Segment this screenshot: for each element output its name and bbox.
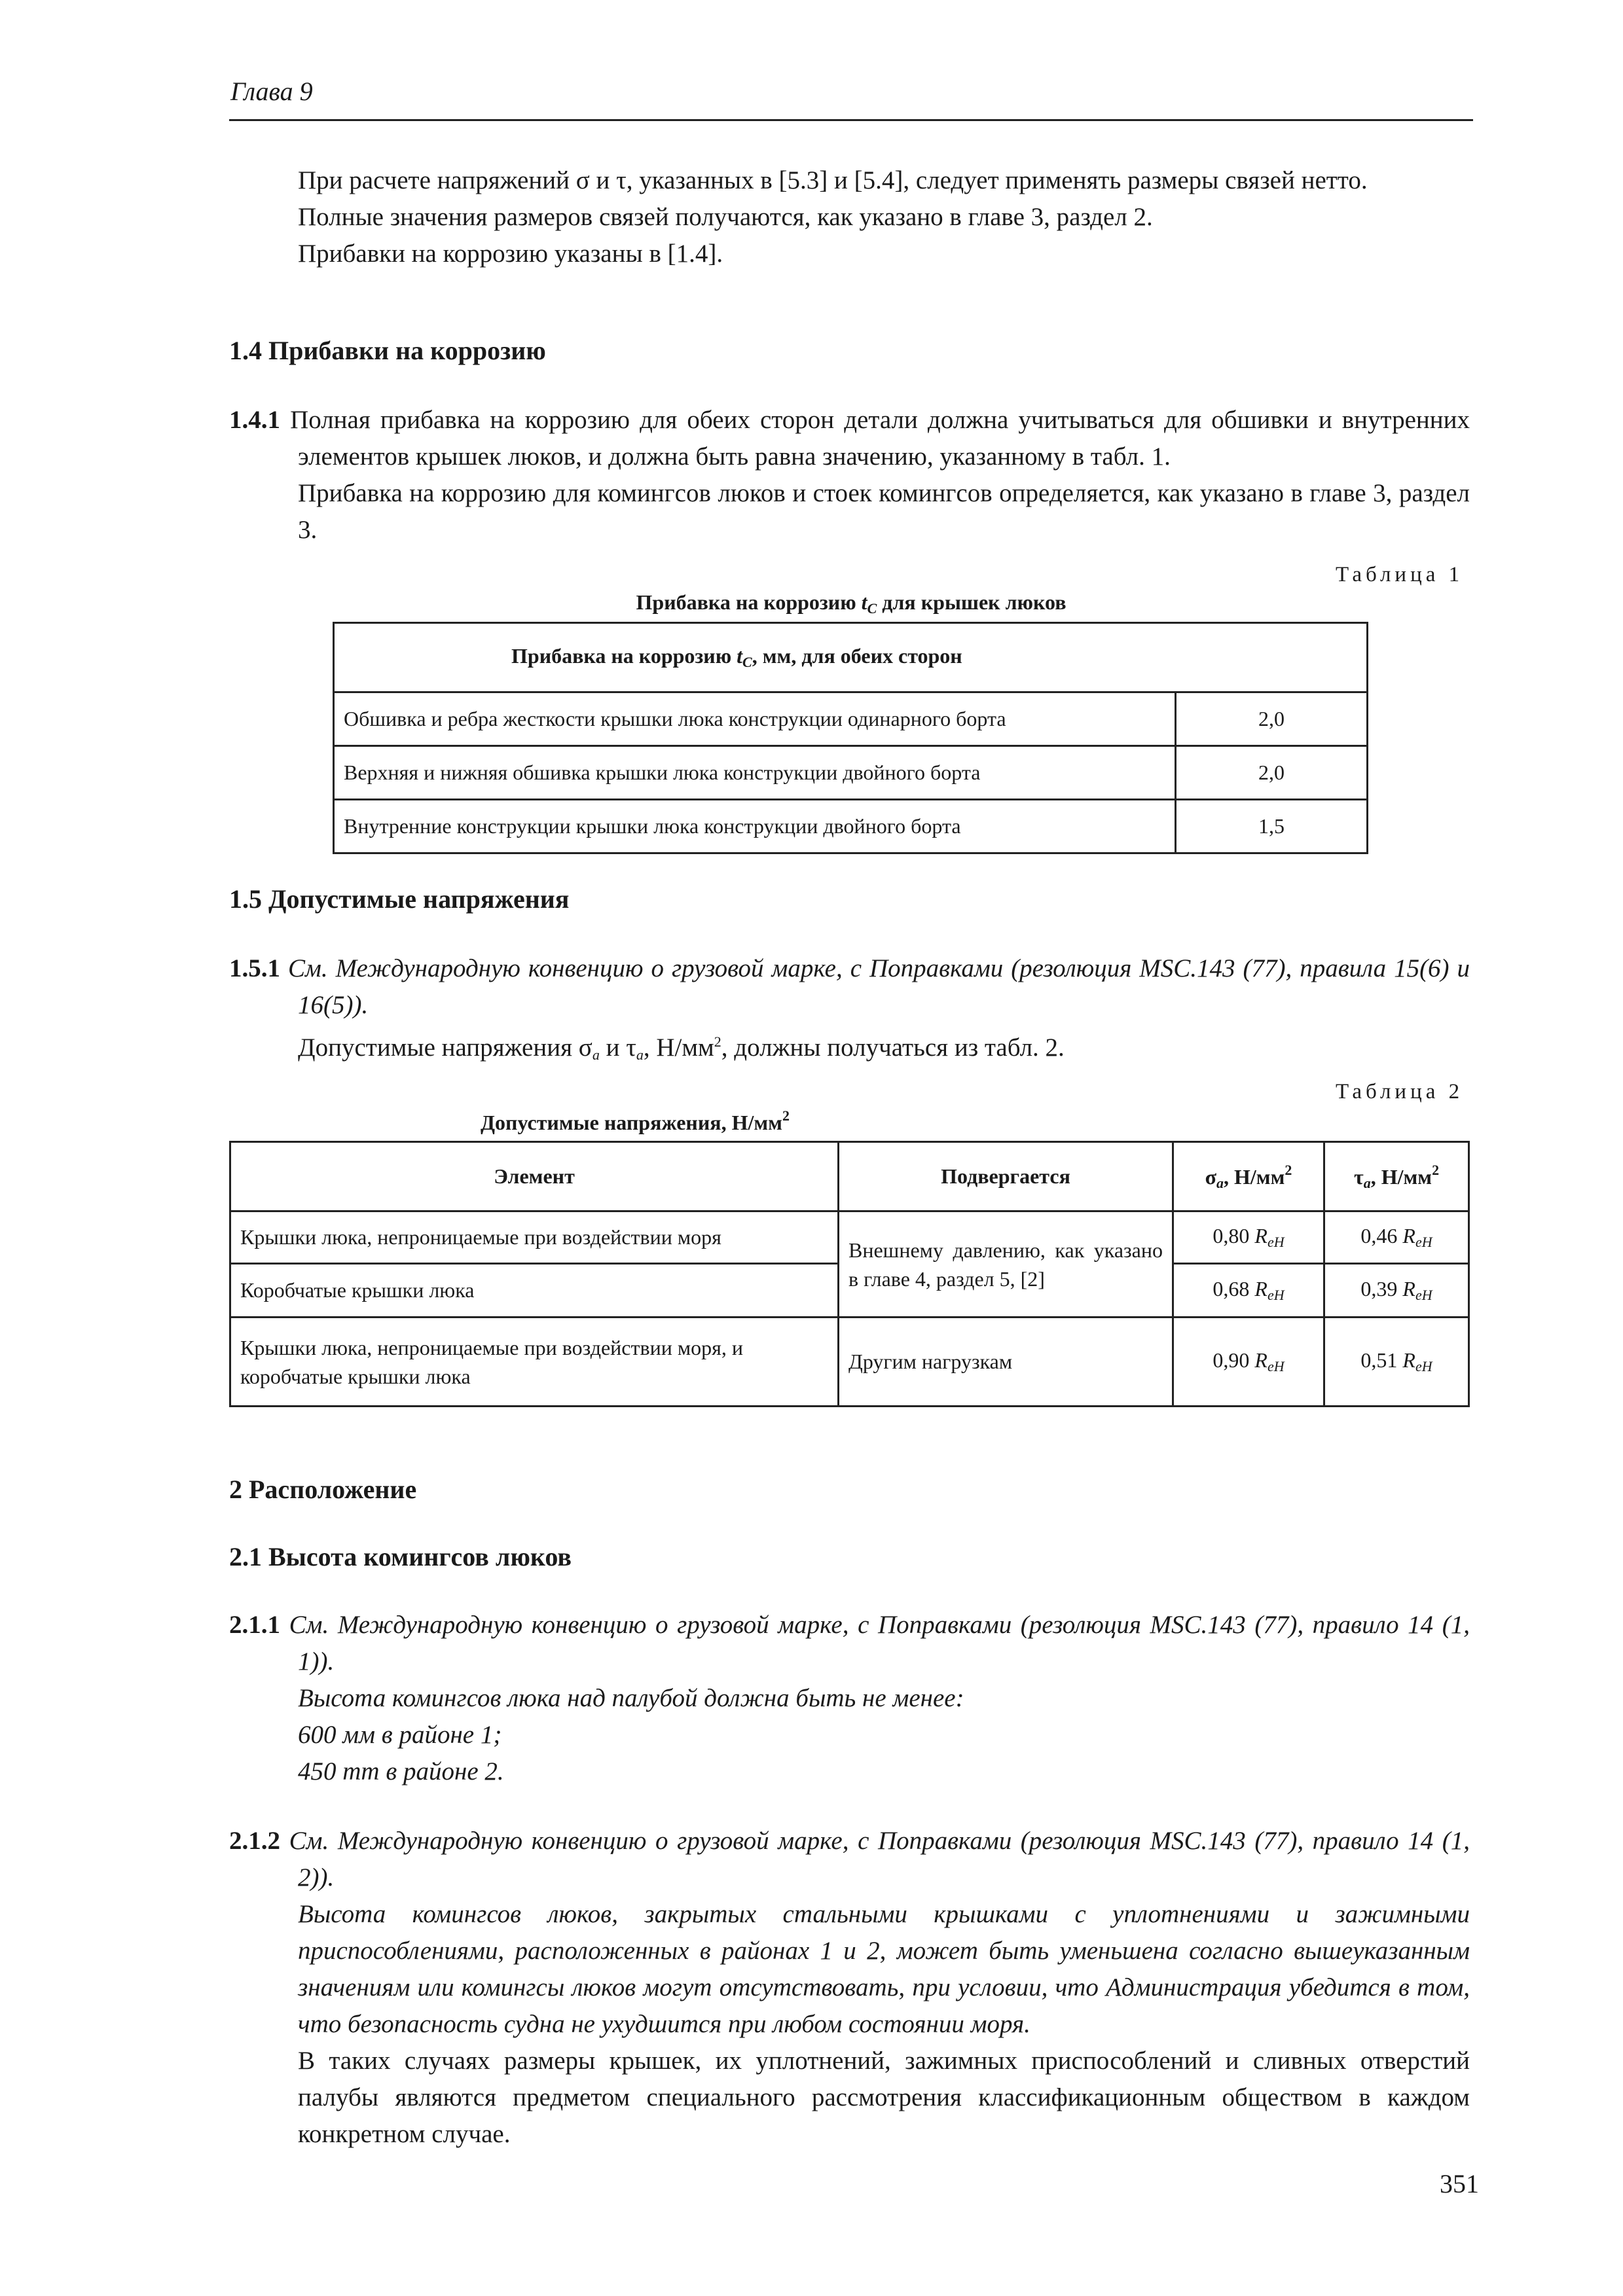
- table-2-title: [229, 1107, 1041, 1135]
- var: R: [1254, 1348, 1267, 1372]
- subscript: eH: [1415, 1287, 1432, 1303]
- header-tau: [1324, 1142, 1469, 1211]
- superscript: 2: [714, 1033, 721, 1050]
- clause-paragraph: В таких случаях размеры крышек, их уплотнений, зажимных приспособлений и сливных отверстий палубы являются предметом специального рассмотрения классификационным обществом в каждом конкретном случае.: [298, 2047, 1470, 2148]
- unit: , Н/мм: [1370, 1164, 1432, 1189]
- clause-number: 1.4.1: [229, 406, 280, 434]
- subscript: a: [636, 1047, 644, 1063]
- running-header: [229, 73, 1473, 121]
- table-cell-tau: [1324, 1264, 1469, 1318]
- page-number: 351: [1440, 2169, 1479, 2198]
- value: 0,80: [1213, 1224, 1255, 1247]
- table-cell-sigma: [1173, 1264, 1324, 1318]
- subscript: a: [1363, 1174, 1371, 1191]
- value: 0,51: [1360, 1348, 1403, 1372]
- table-1-header: [334, 623, 1368, 692]
- table-2: [229, 1141, 1470, 1407]
- table-1-label: Таблица 1: [1336, 563, 1464, 586]
- text-run: и τ: [599, 1033, 636, 1062]
- subscript: a: [1216, 1174, 1224, 1191]
- table-1-title-var: t: [861, 590, 867, 614]
- clause-1-5-1: [229, 950, 1470, 1024]
- header-subject: Подвергается: [839, 1142, 1173, 1211]
- subscript: eH: [1415, 1234, 1432, 1250]
- table-2-label: Таблица 2: [1336, 1080, 1464, 1103]
- header-element: Элемент: [230, 1142, 839, 1211]
- section-1-5-body: [229, 950, 1470, 1073]
- var: R: [1402, 1277, 1415, 1300]
- table-2-title-sup: 2: [782, 1107, 790, 1124]
- text-run: , Н/мм: [643, 1033, 714, 1062]
- table-1-title: [334, 590, 1368, 617]
- clause-number: 2.1.1: [229, 1611, 280, 1639]
- section-heading-2-1: 2.1 Высота комингсов люков: [229, 1542, 572, 1571]
- symbol: σ: [1205, 1164, 1217, 1189]
- table-cell-element: Крышки люка, непроницаемые при воздействии моря, и коробчатые крышки люка: [230, 1318, 839, 1407]
- value: 0,68: [1213, 1277, 1255, 1300]
- table-cell-value: 2,0: [1176, 746, 1368, 800]
- clause-2-1-1: [229, 1607, 1470, 1680]
- text-run: Допустимые напряжения σ: [298, 1033, 593, 1062]
- clause-paragraph: [229, 1024, 1470, 1073]
- clause-text: См. Международную конвенцию о грузовой марке, с Поправками (резолюция MSC.143 (77), правила 15(6) и 16(5)).: [287, 954, 1470, 1019]
- table-cell-subject-merged: Внешнему давлению, как указано в главе 4, раздел 5, [2]: [839, 1211, 1173, 1318]
- chapter-title: Глава 9: [230, 77, 313, 106]
- clause-1-4-1: [229, 402, 1470, 475]
- value: 0,39: [1360, 1277, 1403, 1300]
- subscript: eH: [1415, 1358, 1432, 1374]
- var: R: [1402, 1224, 1415, 1247]
- table-cell-tau: [1324, 1318, 1469, 1407]
- section-heading-1-5: 1.5 Допустимые напряжения: [229, 884, 570, 914]
- clause-2-1-2: [229, 1823, 1470, 1896]
- clause-text: Полная прибавка на коррозию для обеих сторон детали должна учитываться для обшивки и внутренних элементов крышек люков, и должна быть равна значению, указанному в табл. 1.: [290, 406, 1470, 471]
- table-cell-sigma: [1173, 1211, 1324, 1264]
- section-heading-2: 2 Расположение: [229, 1475, 417, 1504]
- header-text: Прибавка на коррозию: [511, 644, 737, 668]
- subscript: eH: [1267, 1287, 1285, 1303]
- section-heading-1-4: 1.4 Прибавки на коррозию: [229, 336, 546, 365]
- table-1: [333, 622, 1368, 854]
- table-cell-value: 1,5: [1176, 800, 1368, 853]
- unit: , Н/мм: [1224, 1164, 1285, 1189]
- table-cell-sigma: [1173, 1318, 1324, 1407]
- var: R: [1254, 1277, 1267, 1300]
- table-2-title-text: Допустимые напряжения, Н/мм: [481, 1111, 782, 1134]
- superscript: 2: [1432, 1161, 1440, 1178]
- clause-line: 600 мм в районе 1;: [298, 1721, 502, 1749]
- clause-paragraph: Высота комингсов люков, закрытых стальными крышками с уплотнениями и зажимными приспособлениями, расположенных в районах 1 и 2, может быть уменьшена согласно вышеуказанным значениям или комингсы люков могут отсутствовать, при условии, что Администрация убедится в том, что безопасность судна не ухудшится при любом состоянии моря.: [298, 1900, 1470, 2038]
- intro-block: [298, 162, 1470, 272]
- var: R: [1254, 1224, 1267, 1247]
- table-cell-element: Верхняя и нижняя обшивка крышки люка конструкции двойного борта: [334, 746, 1176, 800]
- subscript: a: [592, 1047, 600, 1063]
- clause-number: 2.1.2: [229, 1827, 280, 1855]
- section-1-4-body: [229, 402, 1470, 548]
- table-cell-element: Внутренние конструкции крышки люка конструкции двойного борта: [334, 800, 1176, 853]
- clause-text: См. Международную конвенцию о грузовой марке, с Поправками (резолюция MSC.143 (77), правило 14 (1, 1)).: [289, 1611, 1470, 1676]
- table-1-title-sub: C: [867, 600, 877, 617]
- section-2-1-body: [229, 1607, 1470, 2153]
- table-cell-subject: Другим нагрузкам: [839, 1318, 1173, 1407]
- table-cell-value: 2,0: [1176, 692, 1368, 746]
- header-sigma: [1173, 1142, 1324, 1211]
- table-row: [334, 692, 1368, 746]
- header-rest: , мм, для обеих сторон: [752, 644, 962, 668]
- symbol: τ: [1353, 1164, 1364, 1189]
- superscript: 2: [1285, 1161, 1292, 1178]
- clause-paragraph: Прибавка на коррозию для комингсов люков и стоек комингсов определяется, как указано в главе 3, раздел 3.: [298, 479, 1470, 544]
- table-header-row: [230, 1142, 1469, 1211]
- intro-paragraph: При расчете напряжений σ и τ, указанных в [5.3] и [5.4], следует применять размеры связей нетто.: [298, 166, 1368, 194]
- clause-line: Высота комингсов люка над палубой должна быть не менее:: [298, 1684, 964, 1712]
- table-row: [334, 800, 1368, 853]
- table-row: [230, 1211, 1469, 1264]
- table-cell-element: Обшивка и ребра жесткости крышки люка конструкции одинарного борта: [334, 692, 1176, 746]
- header-sub: C: [742, 654, 752, 670]
- table-1-title-rest: для крышек люков: [877, 590, 1067, 614]
- table-cell-element: Коробчатые крышки люка: [230, 1264, 839, 1318]
- clause-number: 1.5.1: [229, 954, 280, 982]
- value: 0,90: [1213, 1348, 1255, 1372]
- text-run: , должны получаться из табл. 2.: [721, 1033, 1065, 1062]
- table-cell-element: Крышки люка, непроницаемые при воздействии моря: [230, 1211, 839, 1264]
- header-var: t: [737, 644, 743, 668]
- value: 0,46: [1360, 1224, 1403, 1247]
- clause-line: 450 mm в районе 2.: [298, 1757, 504, 1785]
- table-1-title-text: Прибавка на коррозию: [636, 590, 862, 614]
- subscript: eH: [1267, 1234, 1285, 1250]
- intro-paragraph: Полные значения размеров связей получаются, как указано в главе 3, раздел 2.: [298, 203, 1153, 231]
- table-row: [230, 1318, 1469, 1407]
- var: R: [1402, 1348, 1415, 1372]
- clause-text: См. Международную конвенцию о грузовой марке, с Поправками (резолюция MSC.143 (77), правило 14 (1, 2)).: [289, 1827, 1470, 1892]
- table-cell-tau: [1324, 1211, 1469, 1264]
- intro-paragraph: Прибавки на коррозию указаны в [1.4].: [298, 240, 723, 268]
- table-row: [334, 746, 1368, 800]
- subscript: eH: [1267, 1358, 1285, 1374]
